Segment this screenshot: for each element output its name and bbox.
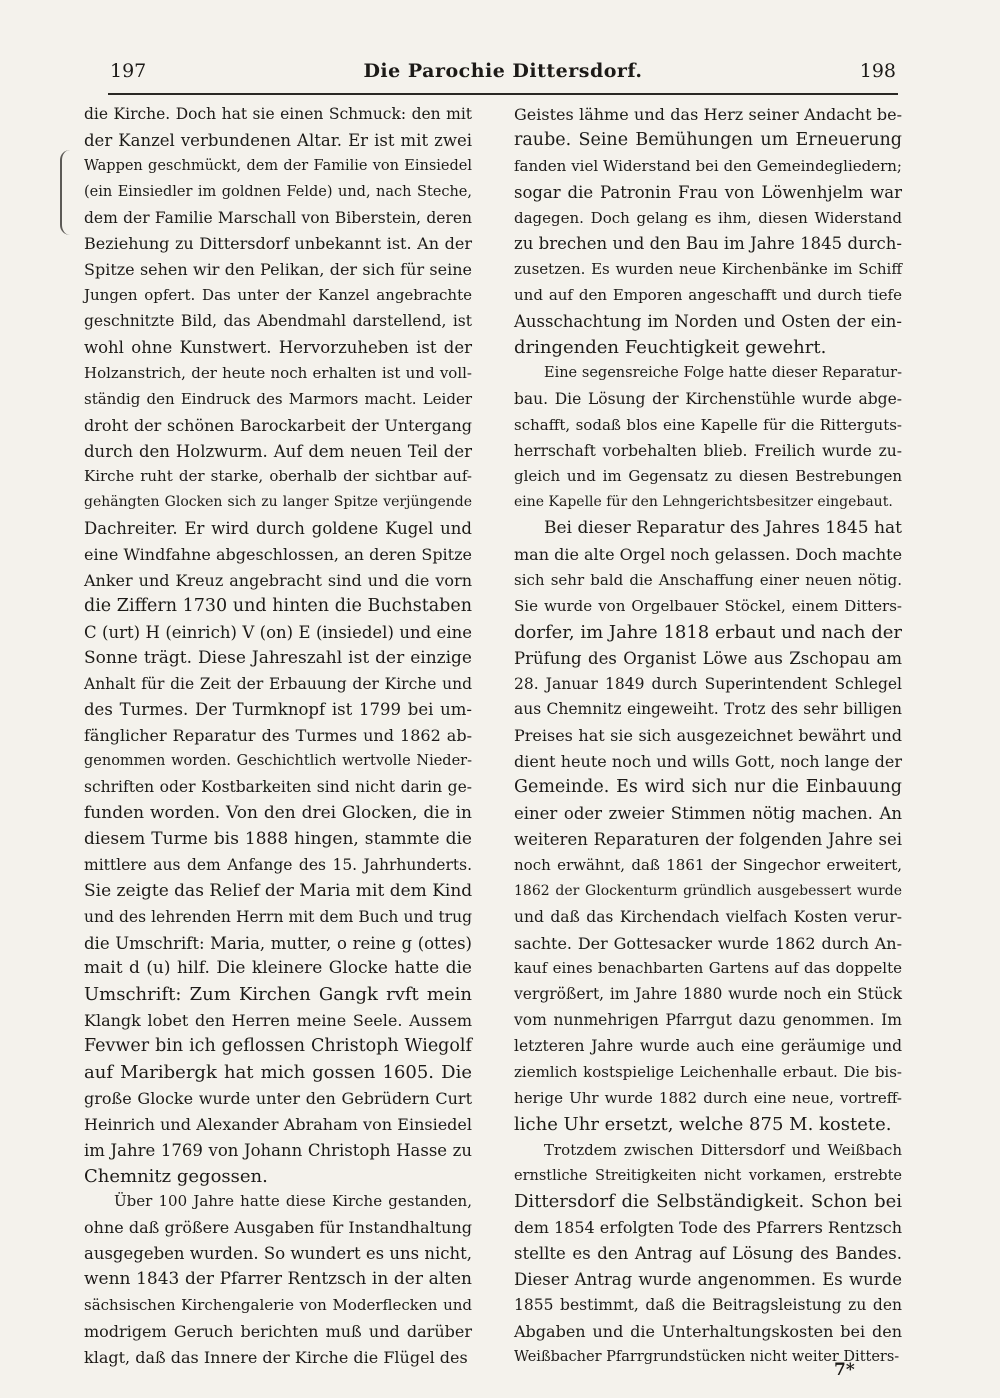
text-line: aus Chemnitz eingeweiht. Trotz des sehr billigen (514, 700, 902, 719)
text-line: man die alte Orgel noch gelassen. Doch machte (514, 545, 903, 565)
text-line: Dachreiter. Er wird durch goldene Kugel und (84, 519, 472, 539)
text-line: wohl ohne Kunstwert. Hervorzuheben ist der (84, 338, 472, 358)
text-line: des Turmes. Der Turmknopf ist 1799 bei um- (84, 700, 472, 720)
text-line: gehängten Glocken sich zu langer Spitze verjüngende (84, 494, 472, 511)
text-line: ausgegeben wurden. So wundert es uns nicht, (84, 1244, 472, 1264)
text-line: ernstliche Streitigkeiten nicht vorkamen, erstrebte (514, 1167, 902, 1184)
text-line: weiteren Reparaturen der folgenden Jahre sei (514, 829, 902, 849)
text-line: klagt, daß das Innere der Kirche die Flügel des (84, 1347, 468, 1367)
text-line: modrigem Geruch berichten muß und darüber (84, 1321, 472, 1341)
text-line: droht der schönen Barockarbeit der Untergang (84, 415, 472, 435)
text-line: Beziehung zu Dittersdorf unbekannt ist. An der (84, 234, 472, 254)
left-page-number: 197 (110, 60, 147, 82)
text-line: Ausschachtung im Norden und Osten der ein- (514, 312, 902, 332)
running-title: Die Parochie Dittersdorf. (363, 60, 643, 82)
text-line: funden worden. Von den drei Glocken, die in (84, 803, 472, 824)
text-line: und des lehrenden Herrn mit dem Buch und trug (84, 907, 472, 926)
text-line: Klangk lobet den Herren meine Seele. Aussem (84, 1011, 472, 1031)
text-line: stellte es den Antrag auf Lösung des Bandes. (514, 1244, 902, 1264)
text-line: C (urt) H (einrich) V (on) E (insiedel) und eine (84, 622, 472, 642)
text-line: gleich und im Gegensatz zu diesen Bestrebungen (514, 467, 902, 486)
text-line: kauf eines benachbarten Gartens auf das doppelte (514, 959, 902, 978)
text-line: Anker und Kreuz angebracht sind und die vorn (84, 571, 472, 591)
text-line: 28. Januar 1849 durch Superintendent Schlegel (514, 674, 902, 693)
text-line: eine Windfahne abgeschlossen, an deren Spitze (84, 545, 472, 565)
text-line: 1862 der Glockenturm gründlich ausgebessert wurde (514, 882, 902, 899)
text-line: Kirche ruht der starke, oberhalb der sichtbar auf- (84, 467, 472, 486)
text-line: im Jahre 1769 von Johann Christoph Hasse zu (84, 1140, 472, 1160)
text-line: sächsischen Kirchengalerie von Moderflecken und (84, 1295, 472, 1314)
text-line: dagegen. Doch gelang es ihm, diesen Widerstand (514, 208, 902, 227)
text-line: Sie wurde von Orgelbauer Stöckel, einem Ditters- (514, 596, 902, 615)
text-line: Holzanstrich, der heute noch erhalten ist und voll- (84, 363, 472, 382)
text-line: Preises hat sie sich ausgezeichnet bewährt und (514, 726, 902, 746)
text-line: auf Maribergk hat mich gossen 1605. Die (84, 1061, 472, 1083)
signature-mark: 7* (834, 1360, 855, 1380)
text-line: dem 1854 erfolgten Tode des Pfarrers Rentzsch (514, 1218, 903, 1238)
text-line: Geistes lähme und das Herz seiner Andacht be- (514, 105, 902, 124)
text-line: herrschaft vorbehalten blieb. Freilich wurde zu- (514, 441, 902, 460)
text-line: sogar die Patronin Frau von Löwenhjelm war (514, 182, 902, 202)
text-line: Prüfung des Organist Löwe aus Zschopau am (514, 648, 902, 668)
text-line: dringenden Feuchtigkeit gewehrt. (514, 337, 827, 359)
text-line: schafft, sodaß blos eine Kapelle für die Ritterguts- (514, 415, 902, 434)
running-header (110, 58, 896, 92)
text-line: Umschrift: Zum Kirchen Gangk rvft mein (84, 984, 472, 1006)
text-line: die Ziffern 1730 und hinten die Buchstaben (84, 595, 472, 616)
text-line: Fevwer bin ich geflossen Christoph Wiegolf (84, 1036, 472, 1057)
text-line: eine Kapelle für den Lehngerichtsbesitzer eingebaut. (514, 494, 893, 511)
text-line: schriften oder Kostbarkeiten sind nicht darin ge- (84, 778, 472, 797)
text-line: vergrößert, im Jahre 1880 wurde noch ein Stück (514, 985, 902, 1004)
text-line: mittlere aus dem Anfange des 15. Jahrhunderts. (84, 855, 472, 874)
text-line: vom nunmehrigen Pfarrgut dazu genommen. Im (514, 1011, 902, 1030)
text-line: Spitze sehen wir den Pelikan, der sich für seine (84, 260, 472, 280)
text-line: Gemeinde. Es wird sich nur die Einbauung (514, 777, 902, 798)
text-line: fanden viel Widerstand bei den Gemeindegliedern; (514, 156, 902, 175)
left-column (84, 102, 472, 1371)
text-line: ohne daß größere Ausgaben für Instandhaltung (84, 1218, 472, 1238)
text-line: durch den Holzwurm. Auf dem neuen Teil der (84, 441, 472, 461)
text-line: raube. Seine Bemühungen um Erneuerung (514, 129, 902, 150)
text-line: Abgaben und die Unterhaltungskosten bei den (514, 1321, 902, 1341)
right-column (514, 102, 902, 1371)
text-line: diesem Turme bis 1888 hingen, stammte die (84, 828, 472, 849)
text-line: genommen worden. Geschichtlich wertvolle Nieder- (84, 753, 472, 770)
text-line: Sie zeigte das Relief der Maria mit dem Kind (84, 880, 473, 901)
text-line: dem der Familie Marschall von Biberstein, deren (84, 208, 472, 227)
text-line: und daß das Kirchendach vielfach Kosten verur- (514, 907, 902, 926)
margin-bracket-mark (60, 150, 76, 235)
text-line: liche Uhr ersetzt, welche 875 M. kostete. (514, 1113, 892, 1135)
text-line: 1855 bestimmt, daß die Beitragsleistung zu den (514, 1295, 902, 1314)
text-line: sachte. Der Gottesacker wurde 1862 durch An- (514, 933, 902, 953)
right-page-number: 198 (859, 60, 896, 82)
text-line: Heinrich und Alexander Abraham von Einsiedel (84, 1114, 472, 1134)
text-line: Über 100 Jahre hatte diese Kirche gestanden, (114, 1192, 472, 1211)
text-line: Trotzdem zwischen Dittersdorf und Weißbach (544, 1140, 902, 1159)
text-line: sich sehr bald die Anschaffung einer neuen nötig. (514, 571, 902, 590)
text-line: Weißbacher Pfarrgrundstücken nicht weiter Ditters- (514, 1348, 900, 1365)
text-line: Dieser Antrag wurde angenommen. Es wurde (514, 1270, 902, 1290)
text-line: dorfer, im Jahre 1818 erbaut und nach der (514, 621, 902, 643)
text-line: und auf den Emporen angeschafft und durch tiefe (514, 286, 902, 305)
header-rule (108, 93, 898, 95)
text-line: Jungen opfert. Das unter der Kanzel angebrachte (84, 286, 472, 305)
text-line: Eine segensreiche Folge hatte dieser Reparatur- (544, 364, 902, 381)
text-line: der Kanzel verbundenen Altar. Er ist mit zwei (84, 130, 472, 150)
text-line: Bei dieser Reparatur des Jahres 1845 hat (544, 518, 902, 539)
text-line: letzteren Jahre wurde auch eine geräumige und (514, 1037, 902, 1056)
text-line: herige Uhr wurde 1882 durch eine neue, vortreff- (514, 1088, 902, 1107)
text-line: wenn 1843 der Pfarrer Rentzsch in der alten (84, 1269, 472, 1290)
text-line: Chemnitz gegossen. (84, 1165, 268, 1187)
text-line: große Glocke wurde unter den Gebrüdern Curt (84, 1088, 472, 1108)
text-line: ständig den Eindruck des Marmors macht. Leider (84, 389, 472, 408)
text-line: Dittersdorf die Selbständigkeit. Schon bei (514, 1191, 902, 1213)
text-line: Anhalt für die Zeit der Erbauung der Kirche und (84, 674, 472, 693)
text-line: mait d (u) hilf. Die kleinere Glocke hatte die (84, 958, 472, 979)
text-line: einer oder zweier Stimmen nötig machen. An (514, 804, 902, 824)
text-line: bau. Die Lösung der Kirchenstühle wurde abge- (514, 389, 902, 408)
text-line: zu brechen und den Bau im Jahre 1845 durch- (514, 234, 902, 254)
text-line: (ein Einsiedler im goldnen Felde) und, nach Steche, (84, 183, 472, 200)
text-line: fänglicher Reparatur des Turmes und 1862 ab- (84, 726, 472, 746)
text-line: ziemlich kostspielige Leichenhalle erbaut. Die bis- (514, 1062, 902, 1081)
text-line: noch erwähnt, daß 1861 der Singechor erweitert, (514, 855, 902, 874)
text-line: die Umschrift: Maria, mutter, o reine g (ottes) (84, 933, 472, 953)
text-line: Wappen geschmückt, dem der Familie von Einsiedel (84, 157, 472, 174)
text-line: Sonne trägt. Diese Jahreszahl ist der einzige (84, 647, 472, 668)
text-line: die Kirche. Doch hat sie einen Schmuck: den mit (84, 105, 472, 123)
text-line: geschnitzte Bild, das Abendmahl darstellend, ist (84, 312, 472, 331)
text-line: dient heute noch und wills Gott, noch lange der (514, 752, 902, 772)
text-line: zusetzen. Es wurden neue Kirchenbänke im Schiff (514, 260, 902, 279)
